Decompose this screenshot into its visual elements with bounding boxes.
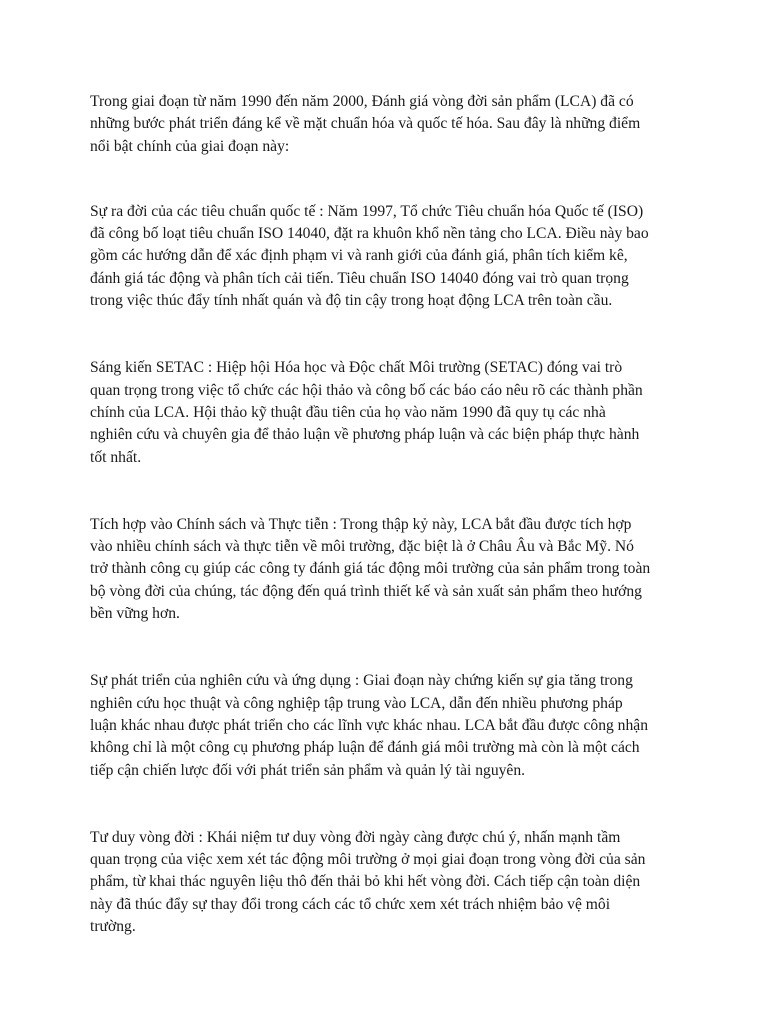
paragraph-setac-initiative: Sáng kiến SETAC : Hiệp hội Hóa học và Độc chất Môi trường (SETAC) đóng vai trò quan trọng trong việc tổ chức các hội thảo và công bố các báo cáo nêu rõ các thành phần chính của LCA. Hội thảo kỹ thuật đầu tiên của họ vào năm 1990 đã quy tụ các nhà nghiên cứu và chuyên gia để thảo luận về phương pháp luận và các biện pháp thực hành tốt nhất. [90, 359, 643, 466]
paragraph-life-cycle-thinking: Tư duy vòng đời : Khái niệm tư duy vòng đời ngày càng được chú ý, nhấn mạnh tầm quan trọng của việc xem xét tác động môi trường ở mọi giai đoạn trong vòng đời của sản phẩm, từ khai thác nguyên liệu thô đến thải bỏ khi hết vòng đời. Cách tiếp cận toàn diện này đã thúc đẩy sự thay đổi trong cách các tổ chức xem xét trách nhiệm bảo vệ môi trường. [90, 828, 646, 936]
paragraph-intro: Trong giai đoạn từ năm 1990 đến năm 2000, Đánh giá vòng đời sản phẩm (LCA) đã có những bước phát triển đáng kể về mặt chuẩn hóa và quốc tế hóa. Sau đây là những điểm nổi bật chính của giai đoạn này: [90, 93, 641, 155]
paragraph-iso-standards: Sự ra đời của các tiêu chuẩn quốc tế : Năm 1997, Tổ chức Tiêu chuẩn hóa Quốc tế (ISO) đã công bố loạt tiêu chuẩn ISO 14040, đặt ra khuôn khổ nền tảng cho LCA. Điều này bao gồm các hướng dẫn để xác định phạm vi và ranh giới của đánh giá, phân tích kiểm kê, đánh giá tác động và phân tích cải tiến. Tiêu chuẩn ISO 14040 đóng vai trò quan trọng trong việc thúc đẩy tính nhất quán và độ tin cậy trong hoạt động LCA trên toàn cầu. [90, 202, 649, 310]
paragraph-research-development: Sự phát triển của nghiên cứu và ứng dụng : Giai đoạn này chứng kiến sự gia tăng trong nghiên cứu học thuật và công nghiệp tập trung vào LCA, dẫn đến nhiều phương pháp luận khác nhau được phát triển cho các lĩnh vực khác nhau. LCA bắt đầu được công nhận không chỉ là một công cụ phương pháp luận để đánh giá môi trường mà còn là một cách tiếp cận chiến lược đối với phát triển sản phẩm và quản lý tài nguyên. [90, 672, 648, 779]
paragraph-policy-integration: Tích hợp vào Chính sách và Thực tiễn : Trong thập kỷ này, LCA bắt đầu được tích hợp vào nhiều chính sách và thực tiễn về môi trường, đặc biệt là ở Châu Âu và Bắc Mỹ. Nó trở thành công cụ giúp các công ty đánh giá tác động môi trường của sản phẩm trong toàn bộ vòng đời của chúng, tác động đến quá trình thiết kế và sản xuất sản phẩm theo hướng bền vững hơn. [90, 515, 651, 623]
document-page [90, 91, 680, 938]
